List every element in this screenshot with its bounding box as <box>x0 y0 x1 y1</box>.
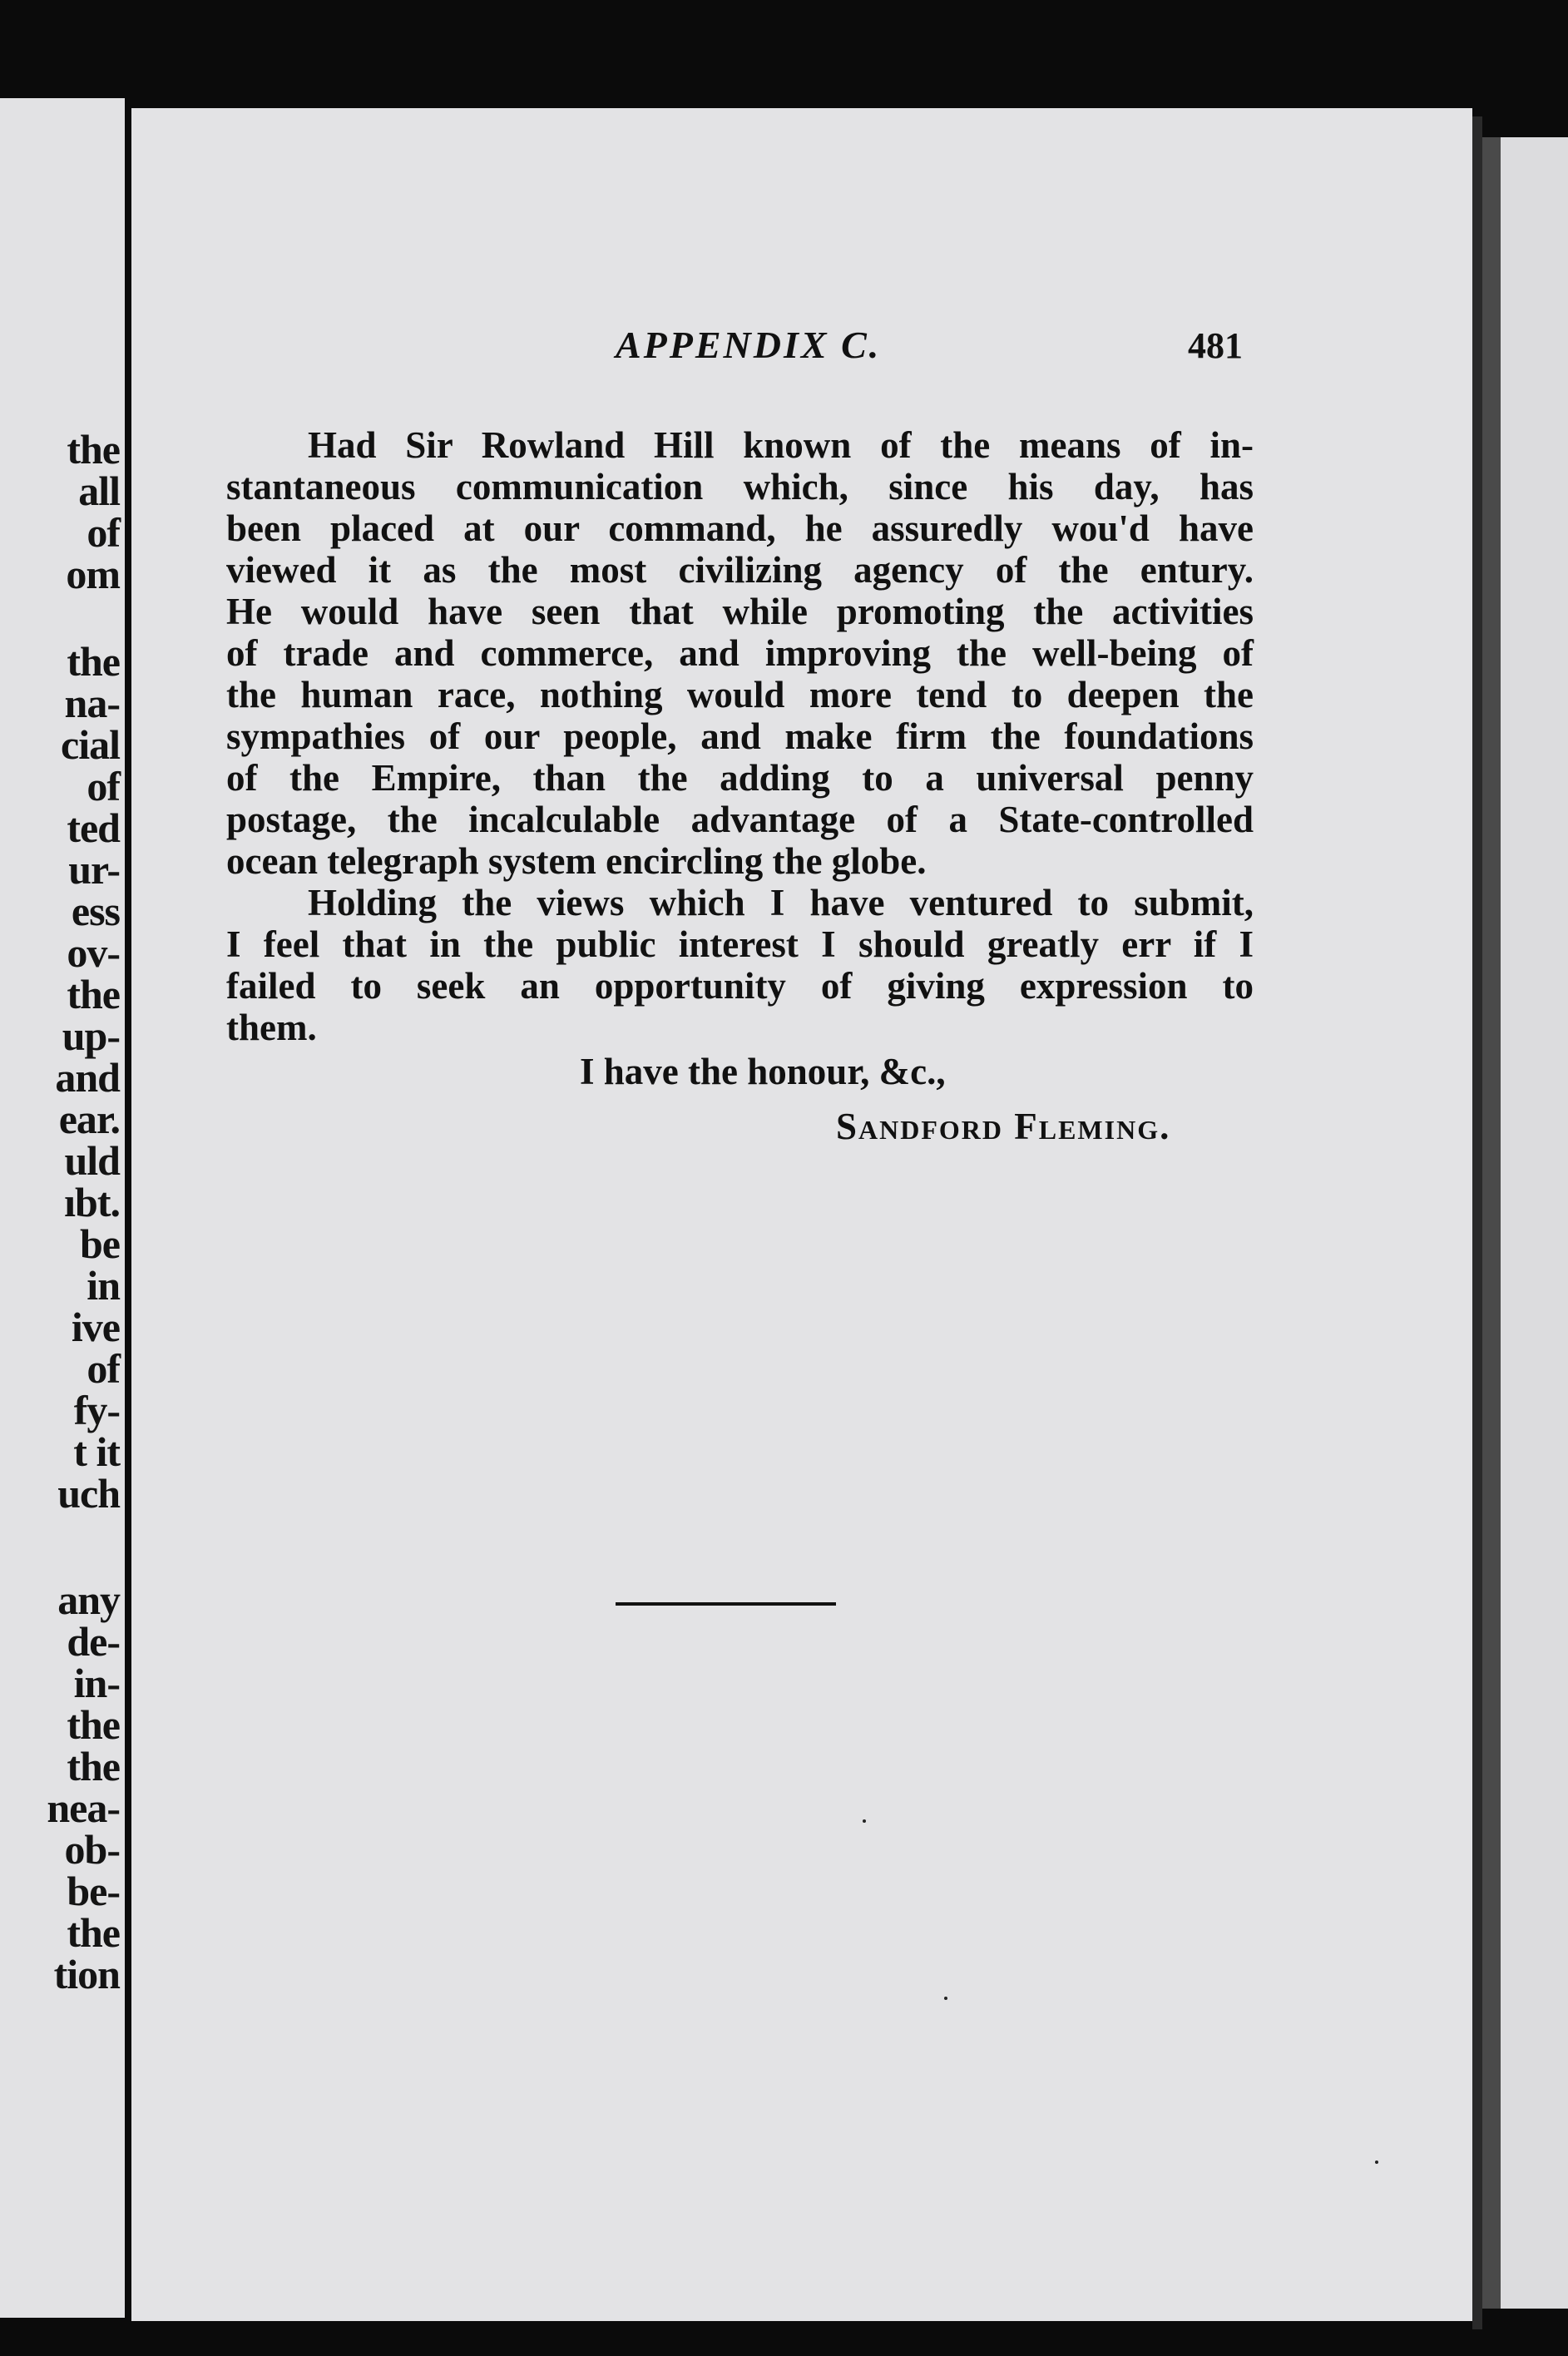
letter-body <box>226 424 1254 1048</box>
facing-page-line: de- <box>67 1618 120 1665</box>
print-speck <box>944 1997 947 2000</box>
facing-page-line: ov- <box>67 929 120 976</box>
text-line: failed to seek an opportunity of giving expression to <box>226 965 1254 1007</box>
facing-page-line: tion <box>53 1951 120 1997</box>
facing-page-line: in <box>87 1262 120 1309</box>
text-line: He would have seen that while promoting the activities <box>226 591 1254 632</box>
facing-page-line: uch <box>57 1470 120 1517</box>
facing-page-line: nea- <box>47 1784 120 1831</box>
facing-page-line: of <box>87 1345 120 1392</box>
facing-page-line: the <box>67 1743 120 1789</box>
facing-page-line: om <box>66 551 120 597</box>
text-line: I feel that in the public interest I should greatly err if I <box>226 923 1254 965</box>
facing-page-line: cial <box>61 721 120 768</box>
facing-page-fragment <box>0 98 125 2318</box>
facing-page-line: t it <box>73 1428 120 1475</box>
text-line: postage, the incalculable advantage of a State-controlled <box>226 799 1254 840</box>
facing-page-line: ear. <box>58 1096 120 1142</box>
text-line: been placed at our command, he assuredly wou'd have <box>226 507 1254 549</box>
facing-page-line: any <box>57 1576 120 1623</box>
facing-page-line: ur- <box>68 846 120 893</box>
text-line: them. <box>226 1007 317 1048</box>
facing-page-line: be <box>80 1220 120 1267</box>
print-speck <box>863 1819 866 1823</box>
text-line: of the Empire, than the adding to a universal penny <box>226 757 1254 799</box>
page-number: 481 <box>1188 325 1243 366</box>
section-divider-rule <box>616 1602 836 1606</box>
facing-page-line: of <box>87 763 120 809</box>
facing-page-line: ess <box>71 888 120 934</box>
facing-page-line: ted <box>67 804 120 851</box>
facing-page-line: up- <box>62 1012 120 1059</box>
text-line: of trade and commerce, and improving the well-being of <box>226 632 1254 674</box>
facing-page-line: uld <box>64 1137 120 1184</box>
facing-page-line: the <box>67 1909 120 1956</box>
closing-salutation: I have the honour, &c., <box>580 1051 946 1092</box>
facing-page-line: the <box>67 1701 120 1748</box>
facing-page-line: fy- <box>73 1387 120 1433</box>
facing-page-line: ıbt. <box>64 1179 120 1225</box>
facing-page-line: the <box>67 971 120 1017</box>
text-line: viewed it as the most civilizing agency of the entury. <box>226 549 1254 591</box>
text-line: Holding the views which I have ventured to submit, <box>308 882 1254 923</box>
print-speck <box>1375 2160 1378 2164</box>
running-header: APPENDIX C. <box>616 324 882 366</box>
page-edge <box>1472 116 1482 2329</box>
facing-page-line: in- <box>73 1660 120 1706</box>
facing-page-line: the <box>67 638 120 685</box>
facing-page-line: of <box>87 509 120 556</box>
text-line: Had Sir Rowland Hill known of the means of in- <box>308 424 1254 466</box>
page-shadow <box>1482 137 1501 2309</box>
facing-page-line: all <box>78 468 120 514</box>
signature: Sandford Fleming. <box>836 1106 1171 1147</box>
facing-page-line: the <box>67 426 120 473</box>
text-line: the human race, nothing would more tend to deepen the <box>226 674 1254 715</box>
text-line: sympathies of our people, and make firm the foundations <box>226 715 1254 757</box>
facing-page-line: ive <box>71 1304 120 1350</box>
facing-page-line: na- <box>64 680 120 726</box>
facing-page-line: be- <box>67 1868 120 1914</box>
facing-page-line: ob- <box>64 1826 120 1873</box>
facing-page-line: and <box>55 1054 120 1101</box>
text-line: ocean telegraph system encircling the globe. <box>226 840 927 882</box>
text-line: stantaneous communication which, since his day, has <box>226 466 1254 507</box>
